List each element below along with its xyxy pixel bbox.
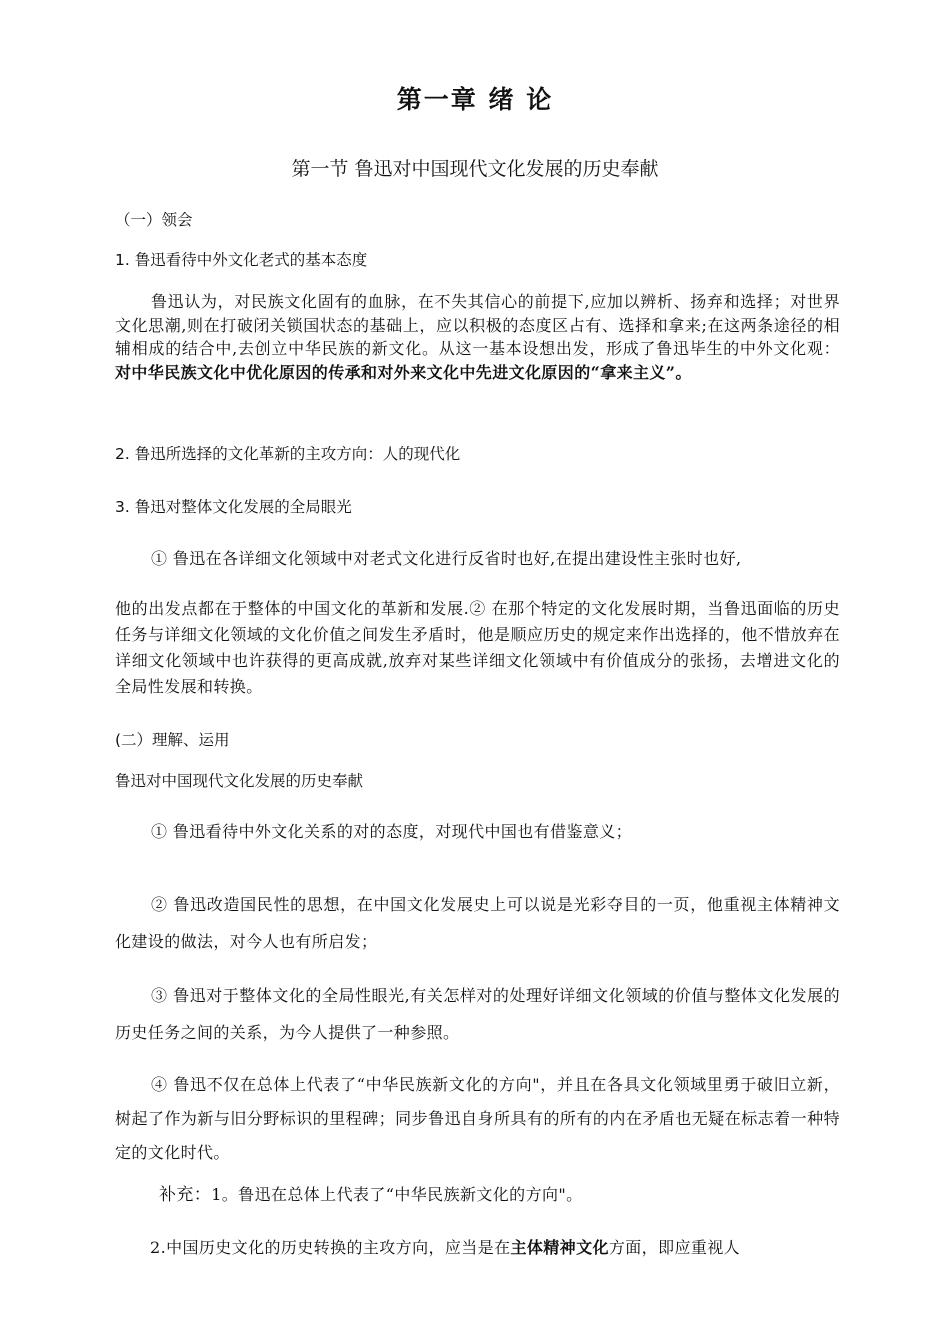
- supplement-label: 补充：: [159, 1185, 212, 1205]
- paragraph-1-bold: 对中华民族文化中优化原因的传承和对外来文化中先进文化原因的“拿来主义”。: [115, 362, 692, 382]
- item-1-title: 1. 鲁迅看待中外文化老式的基本态度: [115, 251, 368, 269]
- contribution-3: ③ 鲁迅对于整体文化的全局性眼光,有关怎样对的处理好详细文化领域的价值与整体文化发展的历史任务之间的关系，为今人提供了一种参照。: [115, 986, 840, 1042]
- paragraph-1-text: 鲁迅认为，对民族文化固有的血脉，在不失其信心的前提下,应加以辨析、扬弃和选择；对世界文化思潮,则在打破闭关锁国状态的基础上，应以积极的态度区占有、选择和拿来;在这两条途径的相辅相成的结合中,去创立中华民族的新文化。从这一基本设想出发，形成了鲁迅毕生的中外文化观：: [115, 292, 840, 358]
- item-3-paragraph: 他的出发点都在于整体的中国文化的革新和发展.② 在那个特定的文化发展时期，当鲁迅面临的历史任务与详细文化领域的文化价值之间发生矛盾时，他是顺应历史的规定来作出选择的，他不惜放弃在详细文化领域中也许获得的更高成就,放弃对某些详细文化领域中有价值成分的张扬，去增进文化的全局性发展和转换。: [115, 599, 840, 696]
- contribution-1: ① 鲁迅看待中外文化关系的对的态度，对现代中国也有借鉴意义；: [151, 822, 633, 841]
- contribution-2: ② 鲁迅改造国民性的思想，在中国文化发展史上可以说是光彩夺目的一页，他重视主体精神文化建设的做法，对今人也有所启发；: [115, 895, 840, 951]
- supplement-1: [115, 1183, 840, 1207]
- subsection-title: 鲁迅对中国现代文化发展的历史奉献: [115, 772, 364, 790]
- supplement-2-tail: 方面，即应重视人: [608, 1238, 741, 1257]
- item-3-title: 3. 鲁迅对整体文化发展的全局眼光: [115, 498, 352, 516]
- supplement-2-text: 2.中国历史文化的历史转换的主攻方向，应当是在: [150, 1238, 511, 1257]
- paragraph-1: [115, 290, 840, 384]
- supplement-2-bold: 主体精神文化: [510, 1238, 609, 1257]
- contribution-4: ④ 鲁迅不仅在总体上代表了“中华民族新文化的方向"，并且在各具文化领域里勇于破旧立新，树起了作为新与旧分野标识的里程碑；同步鲁迅自身所具有的所有的内在矛盾也无疑在标志着一种特定的文化时代。: [115, 1075, 840, 1162]
- supplement-2: [115, 1236, 840, 1260]
- supplement-1-text: 1。鲁迅在总体上代表了“中华民族新文化的方向"。: [211, 1185, 583, 1204]
- item-2-title: 2. 鲁迅所选择的文化革新的主攻方向：人的现代化: [115, 445, 461, 463]
- item-3-line-1: ① 鲁迅在各详细文化领域中对老式文化进行反省时也好,在提出建设性主张时也好,: [151, 549, 742, 568]
- chapter-title: 第一章 绪 论: [396, 85, 554, 114]
- heading-understand-apply: (二）理解、运用: [115, 731, 230, 749]
- section-title: 第一节 鲁迅对中国现代文化发展的历史奉献: [291, 158, 659, 180]
- heading-comprehend: （一）领会: [115, 211, 193, 229]
